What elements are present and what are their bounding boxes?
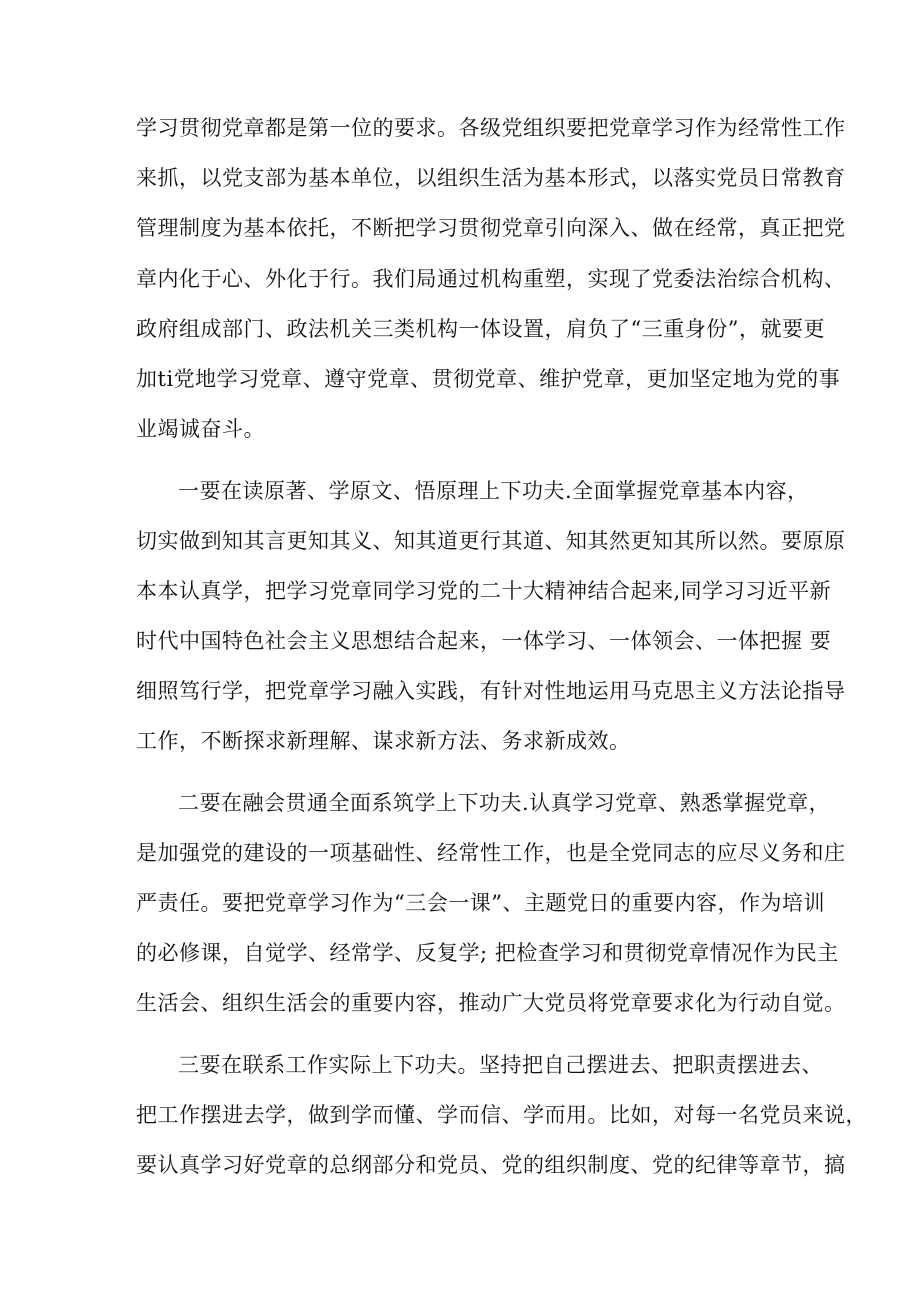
paragraph-4-line-1: 三要在联系工作实际上下功夫。坚持把自己摆进去、把职责摆进去、 xyxy=(178,1053,823,1077)
paragraph-2-line-2: 切实做到知其言更知其义、知其道更行其道、知其然更知其所以然。要原原 xyxy=(136,529,846,553)
paragraph-1-line-5: 政府组成部门、政法机关三类机构一体设置，肩负了“三重身份”，就要更 xyxy=(136,317,825,341)
paragraph-3-line-2: 是加强党的建设的一项基础性、经常性工作，也是全党同志的应尽义务和庄 xyxy=(136,841,846,865)
paragraph-2-line-6: 工作，不断探求新理解、谋求新方法、务求新成效。 xyxy=(136,729,631,753)
paragraph-4-line-2: 把工作摆进去学，做到学而懂、学而信、学而用。比如，对每一名党员来说， xyxy=(136,1103,867,1127)
paragraph-1-line-7: 业竭诚奋斗。 xyxy=(136,417,265,441)
paragraph-1-line-3: 管理制度为基本依托，不断把学习贯彻党章引向深入、做在经常，真正把党 xyxy=(136,216,846,240)
paragraph-1-line-2: 来抓，以党支部为基本单位，以组织生活为基本形式，以落实党员日常教育 xyxy=(136,166,846,190)
paragraph-1-line-6: 加ti党地学习党章、遵守党章、贯彻党章、维护党章，更加坚定地为党的事 xyxy=(136,367,841,391)
paragraph-3-line-4: 的必修课，自觉学、经常学、反复学; 把检查学习和贯彻党章情况作为民主 xyxy=(136,941,839,965)
paragraph-4-line-3: 要认真学习好党章的总纲部分和党员、党的组织制度、党的纪律等章节，搞 xyxy=(136,1153,846,1177)
paragraph-1-line-4: 章内化于心、外化于行。我们局通过机构重塑，实现了党委法治综合机构、 xyxy=(136,267,846,291)
paragraph-3-line-1: 二要在融会贯通全面系筑学上下功夫.认真学习党章、熟悉掌握党章， xyxy=(178,791,831,815)
paragraph-2-line-3: 本本认真学，把学习党章同学习党的二十大精神结合起来,同学习习近平新 xyxy=(136,579,832,603)
paragraph-2-line-1: 一要在读原著、学原文、悟原理上下功夫.全面掌握党章基本内容， xyxy=(178,479,809,503)
paragraph-1-line-1: 学习贯彻党章都是第一位的要求。各级党组织要把党章学习作为经常性工作 xyxy=(136,116,846,140)
paragraph-2-line-5: 细照笃行学，把党章学习融入实践，有针对性地运用马克思主义方法论指导 xyxy=(136,679,846,703)
paragraph-3-line-5: 生活会、组织生活会的重要内容，推动广大党员将党章要求化为行动自觉。 xyxy=(136,991,846,1015)
paragraph-3-line-3: 严责任。要把党章学习作为“三会一课”、主题党日的重要内容，作为培训 xyxy=(136,891,825,915)
paragraph-2-line-4: 时代中国特色社会主义思想结合起来，一体学习、一体领会、一体把握 要 xyxy=(136,629,832,653)
